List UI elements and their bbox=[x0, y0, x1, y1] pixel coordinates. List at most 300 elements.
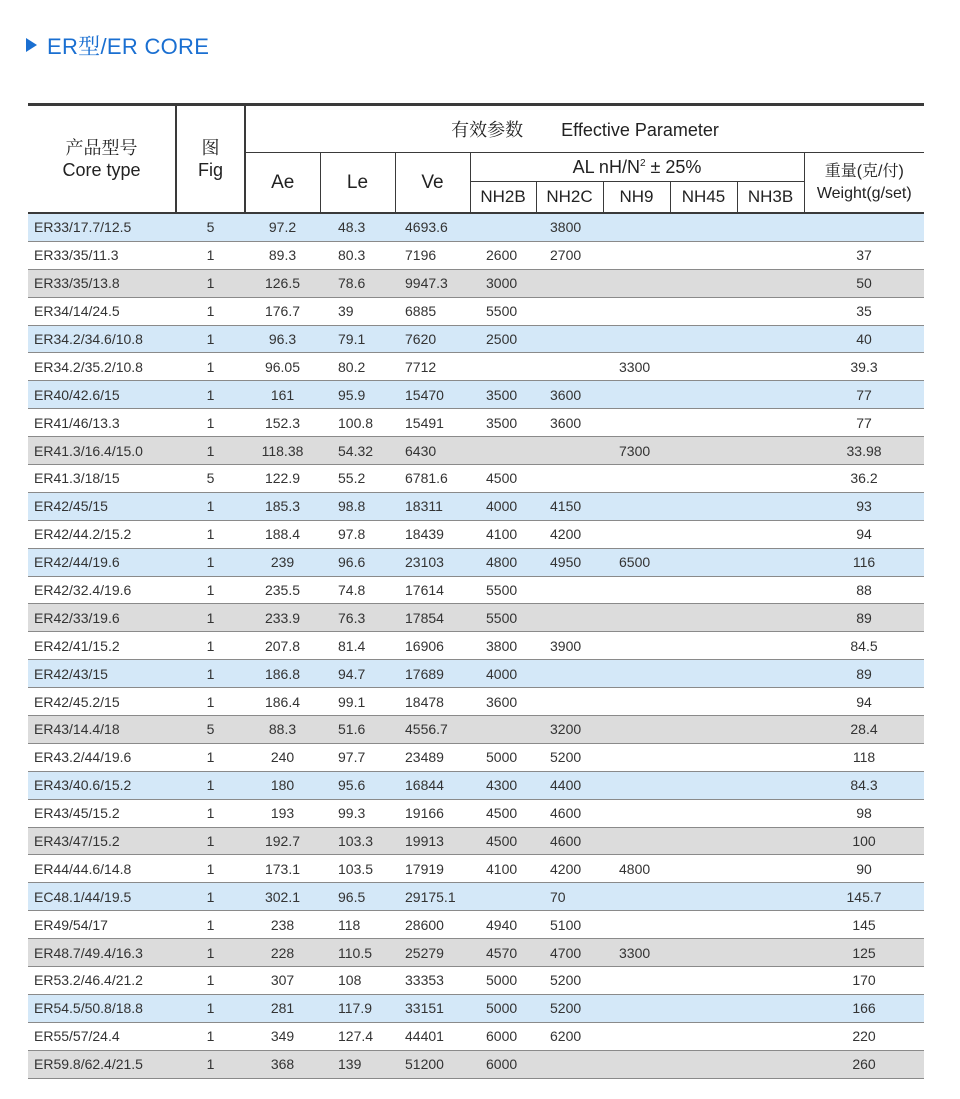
le-cell: 108 bbox=[320, 967, 395, 995]
header-ve: Ve bbox=[395, 153, 470, 214]
core-type-cell: ER54.5/50.8/18.8 bbox=[28, 994, 176, 1022]
fig-cell: 1 bbox=[176, 576, 245, 604]
weight-cell: 84.5 bbox=[804, 632, 924, 660]
core-type-cell: ER55/57/24.4 bbox=[28, 1022, 176, 1050]
ve-cell: 6430 bbox=[395, 437, 470, 465]
table-row bbox=[28, 716, 924, 744]
fig-cell: 1 bbox=[176, 743, 245, 771]
table-row bbox=[28, 743, 924, 771]
fig-cell: 1 bbox=[176, 883, 245, 911]
weight-cell: 50 bbox=[804, 269, 924, 297]
table-row bbox=[28, 269, 924, 297]
ae-cell: 96.05 bbox=[245, 353, 320, 381]
header-al-sup: 2 bbox=[639, 157, 646, 169]
ae-cell: 349 bbox=[245, 1022, 320, 1050]
core-type-cell: ER40/42.6/15 bbox=[28, 381, 176, 409]
nh2c-cell: 5100 bbox=[536, 911, 603, 939]
fig-cell: 1 bbox=[176, 381, 245, 409]
nh45-cell bbox=[670, 520, 737, 548]
ae-cell: 185.3 bbox=[245, 492, 320, 520]
nh2c-cell bbox=[536, 269, 603, 297]
le-cell: 78.6 bbox=[320, 269, 395, 297]
nh3b-cell bbox=[737, 353, 804, 381]
fig-cell: 1 bbox=[176, 967, 245, 995]
nh3b-cell bbox=[737, 716, 804, 744]
weight-cell: 118 bbox=[804, 743, 924, 771]
table-row bbox=[28, 576, 924, 604]
fig-cell: 1 bbox=[176, 771, 245, 799]
header-ae: Ae bbox=[245, 153, 320, 214]
core-type-cell: ER43.2/44/19.6 bbox=[28, 743, 176, 771]
nh45-cell bbox=[670, 883, 737, 911]
nh3b-cell bbox=[737, 520, 804, 548]
nh2c-cell: 6200 bbox=[536, 1022, 603, 1050]
nh2b-cell: 4100 bbox=[470, 855, 536, 883]
nh2c-cell bbox=[536, 576, 603, 604]
nh2b-cell bbox=[470, 437, 536, 465]
nh45-cell bbox=[670, 604, 737, 632]
ve-cell: 6885 bbox=[395, 297, 470, 325]
weight-cell: 125 bbox=[804, 939, 924, 967]
weight-cell: 145 bbox=[804, 911, 924, 939]
nh2b-cell: 4500 bbox=[470, 827, 536, 855]
table-row bbox=[28, 241, 924, 269]
le-cell: 103.3 bbox=[320, 827, 395, 855]
ae-cell: 152.3 bbox=[245, 409, 320, 437]
ae-cell: 89.3 bbox=[245, 241, 320, 269]
header-nh3b: NH3B bbox=[737, 182, 804, 214]
le-cell: 81.4 bbox=[320, 632, 395, 660]
table-row bbox=[28, 799, 924, 827]
nh3b-cell bbox=[737, 799, 804, 827]
nh2b-cell bbox=[470, 353, 536, 381]
nh2b-cell: 3500 bbox=[470, 381, 536, 409]
ve-cell: 29175.1 bbox=[395, 883, 470, 911]
le-cell: 99.1 bbox=[320, 688, 395, 716]
ae-cell: 88.3 bbox=[245, 716, 320, 744]
ae-cell: 228 bbox=[245, 939, 320, 967]
fig-cell: 1 bbox=[176, 409, 245, 437]
fig-cell: 1 bbox=[176, 632, 245, 660]
header-le: Le bbox=[320, 153, 395, 214]
core-type-cell: ER42/33/19.6 bbox=[28, 604, 176, 632]
nh2c-cell bbox=[536, 660, 603, 688]
ae-cell: 96.3 bbox=[245, 325, 320, 353]
nh45-cell bbox=[670, 855, 737, 883]
le-cell: 97.8 bbox=[320, 520, 395, 548]
table-row bbox=[28, 939, 924, 967]
nh45-cell bbox=[670, 716, 737, 744]
weight-cell bbox=[804, 213, 924, 241]
ae-cell: 302.1 bbox=[245, 883, 320, 911]
table-row bbox=[28, 827, 924, 855]
le-cell: 103.5 bbox=[320, 855, 395, 883]
fig-cell: 1 bbox=[176, 297, 245, 325]
nh2c-cell bbox=[536, 437, 603, 465]
core-type-cell: ER43/14.4/18 bbox=[28, 716, 176, 744]
nh2c-cell: 3600 bbox=[536, 381, 603, 409]
ae-cell: 207.8 bbox=[245, 632, 320, 660]
nh2b-cell bbox=[470, 883, 536, 911]
nh2c-cell: 4600 bbox=[536, 827, 603, 855]
nh3b-cell bbox=[737, 269, 804, 297]
core-type-cell: ER33/35/13.8 bbox=[28, 269, 176, 297]
nh2b-cell: 5000 bbox=[470, 743, 536, 771]
nh3b-cell bbox=[737, 771, 804, 799]
core-type-cell: ER42/41/15.2 bbox=[28, 632, 176, 660]
nh3b-cell bbox=[737, 492, 804, 520]
core-type-cell: ER42/44/19.6 bbox=[28, 548, 176, 576]
nh2b-cell: 4500 bbox=[470, 465, 536, 493]
nh9-cell: 3300 bbox=[603, 939, 670, 967]
core-type-cell: ER42/45/15 bbox=[28, 492, 176, 520]
nh2c-cell: 4400 bbox=[536, 771, 603, 799]
nh2c-cell: 4600 bbox=[536, 799, 603, 827]
nh9-cell: 3300 bbox=[603, 353, 670, 381]
nh2c-cell: 3800 bbox=[536, 213, 603, 241]
fig-cell: 1 bbox=[176, 269, 245, 297]
nh2b-cell: 3600 bbox=[470, 688, 536, 716]
header-al bbox=[470, 153, 804, 182]
fig-cell: 1 bbox=[176, 827, 245, 855]
nh9-cell bbox=[603, 716, 670, 744]
fig-cell: 1 bbox=[176, 492, 245, 520]
nh9-cell bbox=[603, 1022, 670, 1050]
nh3b-cell bbox=[737, 688, 804, 716]
nh9-cell bbox=[603, 213, 670, 241]
nh9-cell bbox=[603, 967, 670, 995]
header-effective-cn: 有效参数 bbox=[451, 120, 524, 140]
le-cell: 118 bbox=[320, 911, 395, 939]
core-type-cell: ER41/46/13.3 bbox=[28, 409, 176, 437]
core-spec-table bbox=[28, 103, 924, 1079]
weight-cell: 220 bbox=[804, 1022, 924, 1050]
fig-cell: 5 bbox=[176, 716, 245, 744]
weight-cell: 145.7 bbox=[804, 883, 924, 911]
header-core-type-cn: 产品型号 bbox=[65, 138, 138, 158]
table-row bbox=[28, 353, 924, 381]
core-type-cell: ER42/43/15 bbox=[28, 660, 176, 688]
le-cell: 74.8 bbox=[320, 576, 395, 604]
fig-cell: 1 bbox=[176, 660, 245, 688]
ve-cell: 23489 bbox=[395, 743, 470, 771]
header-nh2c: NH2C bbox=[536, 182, 603, 214]
nh45-cell bbox=[670, 743, 737, 771]
weight-cell: 84.3 bbox=[804, 771, 924, 799]
nh45-cell bbox=[670, 213, 737, 241]
ae-cell: 126.5 bbox=[245, 269, 320, 297]
ve-cell: 18478 bbox=[395, 688, 470, 716]
le-cell: 95.6 bbox=[320, 771, 395, 799]
ve-cell: 19166 bbox=[395, 799, 470, 827]
le-cell: 76.3 bbox=[320, 604, 395, 632]
nh3b-cell bbox=[737, 548, 804, 576]
nh2c-cell bbox=[536, 1050, 603, 1078]
ve-cell: 33353 bbox=[395, 967, 470, 995]
weight-cell: 94 bbox=[804, 688, 924, 716]
table-row bbox=[28, 688, 924, 716]
core-type-cell: ER34.2/35.2/10.8 bbox=[28, 353, 176, 381]
nh3b-cell bbox=[737, 437, 804, 465]
ve-cell: 33151 bbox=[395, 994, 470, 1022]
ve-cell: 9947.3 bbox=[395, 269, 470, 297]
nh45-cell bbox=[670, 799, 737, 827]
header-fig-en: Fig bbox=[197, 160, 223, 180]
nh3b-cell bbox=[737, 465, 804, 493]
nh45-cell bbox=[670, 939, 737, 967]
fig-cell: 5 bbox=[176, 213, 245, 241]
nh45-cell bbox=[670, 548, 737, 576]
le-cell: 51.6 bbox=[320, 716, 395, 744]
nh9-cell bbox=[603, 604, 670, 632]
header-al-label: AL nH/N bbox=[572, 156, 640, 177]
ae-cell: 281 bbox=[245, 994, 320, 1022]
table-row bbox=[28, 437, 924, 465]
header-core-type bbox=[28, 105, 176, 214]
fig-cell: 1 bbox=[176, 1022, 245, 1050]
ve-cell: 23103 bbox=[395, 548, 470, 576]
core-type-cell: ER42/45.2/15 bbox=[28, 688, 176, 716]
nh9-cell bbox=[603, 743, 670, 771]
ve-cell: 17919 bbox=[395, 855, 470, 883]
nh9-cell bbox=[603, 241, 670, 269]
ae-cell: 97.2 bbox=[245, 213, 320, 241]
page-title-text: ER型/ER CORE bbox=[47, 33, 210, 59]
nh2c-cell bbox=[536, 353, 603, 381]
nh2c-cell: 3200 bbox=[536, 716, 603, 744]
table-row bbox=[28, 604, 924, 632]
nh2b-cell: 4570 bbox=[470, 939, 536, 967]
nh2b-cell: 3500 bbox=[470, 409, 536, 437]
nh9-cell bbox=[603, 1050, 670, 1078]
nh2b-cell: 2600 bbox=[470, 241, 536, 269]
le-cell: 48.3 bbox=[320, 213, 395, 241]
header-nh9: NH9 bbox=[603, 182, 670, 214]
nh9-cell bbox=[603, 269, 670, 297]
fig-cell: 1 bbox=[176, 325, 245, 353]
fig-cell: 1 bbox=[176, 548, 245, 576]
nh3b-cell bbox=[737, 325, 804, 353]
ve-cell: 7712 bbox=[395, 353, 470, 381]
fig-cell: 1 bbox=[176, 1050, 245, 1078]
le-cell: 117.9 bbox=[320, 994, 395, 1022]
weight-cell: 36.2 bbox=[804, 465, 924, 493]
core-type-cell: ER41.3/18/15 bbox=[28, 465, 176, 493]
nh2b-cell: 3800 bbox=[470, 632, 536, 660]
table-row bbox=[28, 548, 924, 576]
nh2b-cell: 5000 bbox=[470, 994, 536, 1022]
table-row bbox=[28, 492, 924, 520]
table-row bbox=[28, 325, 924, 353]
ve-cell: 16844 bbox=[395, 771, 470, 799]
ae-cell: 176.7 bbox=[245, 297, 320, 325]
fig-cell: 1 bbox=[176, 855, 245, 883]
table-row bbox=[28, 911, 924, 939]
core-type-cell: ER33/35/11.3 bbox=[28, 241, 176, 269]
nh45-cell bbox=[670, 465, 737, 493]
nh45-cell bbox=[670, 297, 737, 325]
ae-cell: 186.8 bbox=[245, 660, 320, 688]
weight-cell: 89 bbox=[804, 604, 924, 632]
weight-cell: 88 bbox=[804, 576, 924, 604]
weight-cell: 89 bbox=[804, 660, 924, 688]
weight-cell: 170 bbox=[804, 967, 924, 995]
nh9-cell bbox=[603, 632, 670, 660]
ae-cell: 240 bbox=[245, 743, 320, 771]
core-type-cell: ER43/47/15.2 bbox=[28, 827, 176, 855]
ve-cell: 51200 bbox=[395, 1050, 470, 1078]
ae-cell: 192.7 bbox=[245, 827, 320, 855]
nh2c-cell: 70 bbox=[536, 883, 603, 911]
nh9-cell: 6500 bbox=[603, 548, 670, 576]
nh45-cell bbox=[670, 241, 737, 269]
weight-cell: 35 bbox=[804, 297, 924, 325]
weight-cell: 39.3 bbox=[804, 353, 924, 381]
header-weight bbox=[804, 153, 924, 214]
page-title bbox=[26, 30, 209, 60]
nh3b-cell bbox=[737, 743, 804, 771]
nh2b-cell: 4000 bbox=[470, 492, 536, 520]
weight-cell: 33.98 bbox=[804, 437, 924, 465]
nh9-cell bbox=[603, 688, 670, 716]
nh3b-cell bbox=[737, 381, 804, 409]
nh2b-cell bbox=[470, 213, 536, 241]
weight-cell: 100 bbox=[804, 827, 924, 855]
core-type-cell: ER34.2/34.6/10.8 bbox=[28, 325, 176, 353]
table-body bbox=[28, 213, 924, 1078]
ae-cell: 122.9 bbox=[245, 465, 320, 493]
nh2c-cell bbox=[536, 325, 603, 353]
fig-cell: 1 bbox=[176, 911, 245, 939]
ve-cell: 19913 bbox=[395, 827, 470, 855]
le-cell: 100.8 bbox=[320, 409, 395, 437]
weight-cell: 77 bbox=[804, 381, 924, 409]
nh2b-cell: 5500 bbox=[470, 576, 536, 604]
core-type-cell: EC48.1/44/19.5 bbox=[28, 883, 176, 911]
nh3b-cell bbox=[737, 967, 804, 995]
table-row bbox=[28, 409, 924, 437]
nh2c-cell: 3600 bbox=[536, 409, 603, 437]
nh2b-cell: 6000 bbox=[470, 1050, 536, 1078]
nh2c-cell bbox=[536, 297, 603, 325]
nh9-cell bbox=[603, 492, 670, 520]
table-row bbox=[28, 967, 924, 995]
ae-cell: 239 bbox=[245, 548, 320, 576]
nh3b-cell bbox=[737, 855, 804, 883]
ae-cell: 186.4 bbox=[245, 688, 320, 716]
nh2b-cell: 4500 bbox=[470, 799, 536, 827]
le-cell: 139 bbox=[320, 1050, 395, 1078]
nh2b-cell: 2500 bbox=[470, 325, 536, 353]
ae-cell: 368 bbox=[245, 1050, 320, 1078]
nh3b-cell bbox=[737, 576, 804, 604]
le-cell: 97.7 bbox=[320, 743, 395, 771]
header-effective-en: Effective Parameter bbox=[561, 120, 719, 140]
table-row bbox=[28, 297, 924, 325]
weight-cell: 260 bbox=[804, 1050, 924, 1078]
header-al-tol: ± 25% bbox=[645, 156, 702, 177]
ae-cell: 235.5 bbox=[245, 576, 320, 604]
ve-cell: 18439 bbox=[395, 520, 470, 548]
le-cell: 95.9 bbox=[320, 381, 395, 409]
nh2c-cell: 5200 bbox=[536, 967, 603, 995]
table-row bbox=[28, 632, 924, 660]
nh2b-cell: 4000 bbox=[470, 660, 536, 688]
weight-cell: 93 bbox=[804, 492, 924, 520]
nh9-cell bbox=[603, 381, 670, 409]
core-type-cell: ER53.2/46.4/21.2 bbox=[28, 967, 176, 995]
le-cell: 96.6 bbox=[320, 548, 395, 576]
nh45-cell bbox=[670, 911, 737, 939]
nh2b-cell: 4300 bbox=[470, 771, 536, 799]
nh2c-cell: 4700 bbox=[536, 939, 603, 967]
nh9-cell bbox=[603, 911, 670, 939]
nh45-cell bbox=[670, 409, 737, 437]
nh9-cell bbox=[603, 827, 670, 855]
le-cell: 55.2 bbox=[320, 465, 395, 493]
nh45-cell bbox=[670, 967, 737, 995]
header-weight-en: Weight(g/set) bbox=[816, 184, 912, 202]
nh2b-cell: 4800 bbox=[470, 548, 536, 576]
le-cell: 94.7 bbox=[320, 660, 395, 688]
le-cell: 80.2 bbox=[320, 353, 395, 381]
ve-cell: 15470 bbox=[395, 381, 470, 409]
core-type-cell: ER42/32.4/19.6 bbox=[28, 576, 176, 604]
nh9-cell bbox=[603, 883, 670, 911]
nh45-cell bbox=[670, 576, 737, 604]
table-row bbox=[28, 381, 924, 409]
nh9-cell bbox=[603, 465, 670, 493]
fig-cell: 1 bbox=[176, 604, 245, 632]
nh3b-cell bbox=[737, 409, 804, 437]
fig-cell: 5 bbox=[176, 465, 245, 493]
nh45-cell bbox=[670, 632, 737, 660]
ae-cell: 161 bbox=[245, 381, 320, 409]
nh45-cell bbox=[670, 660, 737, 688]
ae-cell: 233.9 bbox=[245, 604, 320, 632]
nh2c-cell bbox=[536, 604, 603, 632]
ae-cell: 118.38 bbox=[245, 437, 320, 465]
table-row bbox=[28, 660, 924, 688]
nh45-cell bbox=[670, 688, 737, 716]
nh9-cell: 7300 bbox=[603, 437, 670, 465]
weight-cell: 116 bbox=[804, 548, 924, 576]
nh3b-cell bbox=[737, 604, 804, 632]
ae-cell: 238 bbox=[245, 911, 320, 939]
nh9-cell: 4800 bbox=[603, 855, 670, 883]
header-nh2b: NH2B bbox=[470, 182, 536, 214]
fig-cell: 1 bbox=[176, 939, 245, 967]
fig-cell: 1 bbox=[176, 799, 245, 827]
nh9-cell bbox=[603, 994, 670, 1022]
nh2b-cell: 5500 bbox=[470, 604, 536, 632]
nh2b-cell: 3000 bbox=[470, 269, 536, 297]
table-row bbox=[28, 1022, 924, 1050]
core-type-cell: ER59.8/62.4/21.5 bbox=[28, 1050, 176, 1078]
header-weight-cn: 重量(克/付) bbox=[824, 162, 904, 180]
fig-cell: 1 bbox=[176, 994, 245, 1022]
core-type-cell: ER49/54/17 bbox=[28, 911, 176, 939]
ve-cell: 18311 bbox=[395, 492, 470, 520]
nh3b-cell bbox=[737, 660, 804, 688]
le-cell: 98.8 bbox=[320, 492, 395, 520]
nh3b-cell bbox=[737, 939, 804, 967]
nh45-cell bbox=[670, 827, 737, 855]
ve-cell: 7196 bbox=[395, 241, 470, 269]
table-row bbox=[28, 771, 924, 799]
ve-cell: 16906 bbox=[395, 632, 470, 660]
weight-cell: 28.4 bbox=[804, 716, 924, 744]
